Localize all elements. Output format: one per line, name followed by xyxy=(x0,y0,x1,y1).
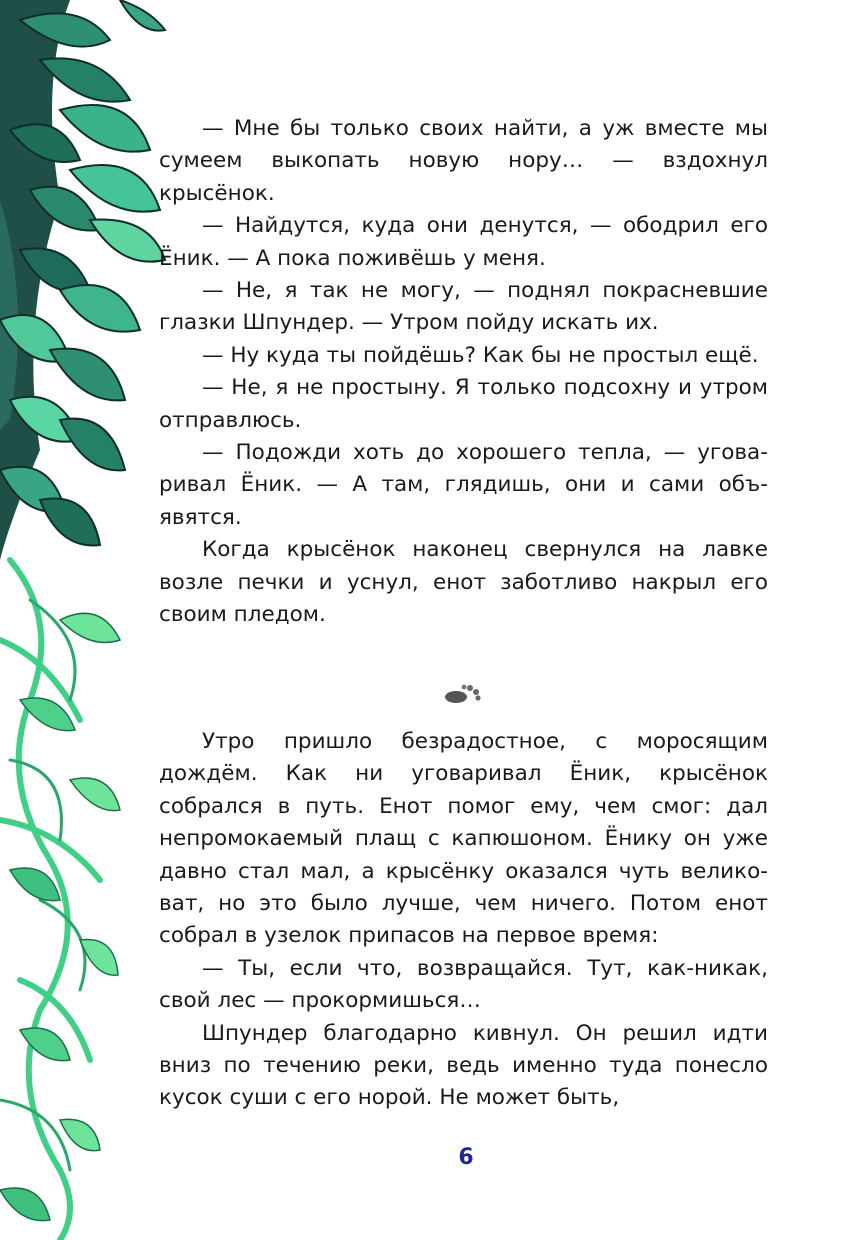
paw-print-icon xyxy=(440,682,486,706)
paragraph: Шпундер благодарно кивнул. Он решил идти вниз по течению реки, ведь именно туда понесло кусок суши с его норой. Не может быть, xyxy=(159,1020,768,1111)
paragraph: Когда крысёнок наконец свернулся на лавке возле печки и уснул, енот заботливо накрыл его своим пледом. xyxy=(159,537,768,628)
body-text-bottom xyxy=(159,726,768,1115)
paragraph: — Подожди хоть до хорошего тепла, — уговаривал Ёник. — А там, глядишь, они и сами объявятся. xyxy=(159,440,768,530)
paragraph: — Не, я не простыну. Я только подсохну и утром отправлюсь. xyxy=(159,375,768,433)
paragraph: — Ты, если что, возвращайся. Тут, как-никак, свой лес — прокормишься… xyxy=(159,955,768,1014)
paragraph: — Мне бы только своих найти, а уж вместе мы сумеем выкопать новую нору… — вздохнул крысёнок. xyxy=(159,116,768,206)
page-number: 6 xyxy=(458,1145,474,1170)
body-text-top xyxy=(159,113,768,632)
paragraph: — Найдутся, куда они денутся, — ободрил его Ёник. — А пока поживёшь у меня. xyxy=(159,213,768,271)
paragraph: Утро пришло безрадостное, с моросящим дождём. Как ни уговаривал Ёник, крысёнок собрался в путь. Енот помог ему, чем смог: дал непромокаемый плащ с капюшоном. Ёнику он уже давно стал мал, а крысёнку оказался чуть великоват, но это было лучше, чем ничего. Потом енот собрал в узелок припасов на первое время: xyxy=(159,729,768,949)
paragraph: — Не, я так не могу, — поднял покрасневшие глазки Шпундер. — Утром пойду искать их. xyxy=(159,278,768,336)
paragraph: — Ну куда ты пойдёшь? Как бы не простыл ещё. xyxy=(202,342,759,368)
